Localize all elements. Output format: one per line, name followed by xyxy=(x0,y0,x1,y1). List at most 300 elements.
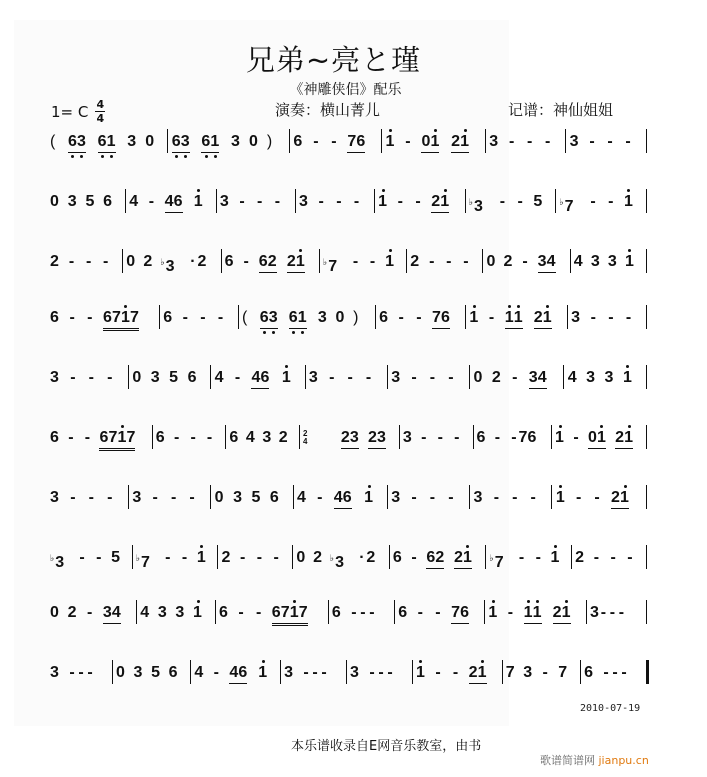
note-token: - xyxy=(429,369,436,386)
note-token: - xyxy=(317,489,323,506)
note-token: ♭3 xyxy=(160,257,175,275)
note-token: 6 xyxy=(331,604,341,621)
barline xyxy=(485,545,486,569)
note-token: 61 xyxy=(289,309,307,329)
footer-credit: 本乐谱收录自E网音乐教室，由书 xyxy=(291,739,482,754)
note-token: - xyxy=(448,369,454,386)
note-token: - xyxy=(96,549,102,566)
note-token: 4 xyxy=(140,604,150,621)
note-token: 6 xyxy=(476,429,486,446)
barline xyxy=(381,129,382,153)
note-token: 1 xyxy=(385,253,395,270)
barline xyxy=(551,485,552,509)
note-token: 34 xyxy=(529,369,547,389)
note-token: 01 xyxy=(588,429,606,449)
note-token: 1 xyxy=(624,193,633,210)
note-token: - xyxy=(240,549,246,566)
note-token: · 2 xyxy=(190,253,207,270)
note-token: 6717 xyxy=(99,429,135,451)
note-token: · 2 xyxy=(359,549,376,566)
note-token: - xyxy=(398,309,404,326)
note-token: 4 xyxy=(573,253,583,270)
barline xyxy=(406,249,407,273)
note-token: 3 xyxy=(284,664,293,681)
barline xyxy=(646,129,647,153)
performer-label: 演奏：横山菁儿 xyxy=(275,101,381,119)
date-label: 2010-07-19 xyxy=(580,703,641,714)
note-token: 6 xyxy=(392,549,402,566)
note-token: - xyxy=(589,133,595,150)
note-token: 3 xyxy=(157,604,167,621)
barline xyxy=(563,365,564,389)
note-token: 3 xyxy=(317,309,327,326)
note-token: 21 xyxy=(454,549,472,569)
barline xyxy=(375,305,376,329)
note-token: 3 xyxy=(308,369,318,386)
note-token: 4 xyxy=(214,369,224,386)
note-token: - xyxy=(107,369,113,386)
barline xyxy=(646,305,647,329)
note-token: 11 xyxy=(505,309,523,329)
note-token: - xyxy=(448,489,454,506)
barline xyxy=(190,660,191,684)
note-token: - xyxy=(526,133,533,150)
note-token: - - - xyxy=(303,664,327,681)
final-barline xyxy=(646,660,649,684)
barline xyxy=(125,189,126,213)
note-token: 2 xyxy=(50,253,59,270)
note-token: - xyxy=(181,549,188,566)
note-token: - xyxy=(79,549,85,566)
note-token: 2 xyxy=(278,429,288,446)
barline xyxy=(412,660,413,684)
barline xyxy=(387,365,388,389)
note-token: - xyxy=(273,549,279,566)
note-token: - xyxy=(200,309,206,326)
barline xyxy=(465,189,466,213)
note-token: 3 xyxy=(67,193,77,210)
barline xyxy=(122,249,123,273)
barline xyxy=(646,545,647,569)
note-token: 2 xyxy=(491,369,501,386)
note-token: - xyxy=(594,489,600,506)
note-token: 3 xyxy=(299,193,308,210)
barline xyxy=(374,189,375,213)
note-token: - xyxy=(499,193,506,210)
note-token: - xyxy=(102,253,109,270)
barline xyxy=(328,600,329,624)
time-sig-bottom: 4 xyxy=(96,112,105,125)
note-token: 3 xyxy=(50,369,59,386)
note-token: - xyxy=(336,193,342,210)
note-token: - xyxy=(435,664,441,681)
note-token: 1 xyxy=(193,604,202,621)
note-token: - xyxy=(494,429,501,446)
barline xyxy=(570,249,571,273)
note-token: - xyxy=(256,549,263,566)
barline xyxy=(484,600,485,624)
barline xyxy=(565,129,566,153)
barline xyxy=(555,189,556,213)
note-token: - xyxy=(625,309,632,326)
note-token: - xyxy=(507,604,514,621)
note-token: - xyxy=(429,253,435,270)
note-token: 62 xyxy=(259,253,277,273)
barline xyxy=(305,365,306,389)
note-token: - xyxy=(68,253,75,270)
barline xyxy=(465,305,466,329)
note-token: - xyxy=(313,133,319,150)
barline xyxy=(136,600,137,624)
note-token: 1 xyxy=(193,193,203,210)
note-token: 6717 xyxy=(272,604,308,626)
note-token: - - - xyxy=(351,604,375,621)
note-token: - xyxy=(87,604,93,621)
note-token: 3 xyxy=(230,133,240,150)
transcriber-label: 记谱：神仙姐姐 xyxy=(508,101,614,119)
note-token: 7 xyxy=(558,664,568,681)
note-token: - xyxy=(593,549,600,566)
barline xyxy=(280,660,281,684)
note-token: 0 xyxy=(248,133,258,150)
score-line xyxy=(50,123,670,163)
barline xyxy=(112,660,113,684)
note-token: 3 xyxy=(132,489,142,506)
note-token: 0 xyxy=(335,309,345,326)
note-token: ( xyxy=(242,309,248,326)
note-token: 6717 xyxy=(103,309,139,331)
note-token: - xyxy=(411,369,417,386)
barline xyxy=(469,485,470,509)
note-token: 1 xyxy=(364,489,374,506)
note-token: - xyxy=(625,133,631,150)
note-token: 46 xyxy=(334,489,352,509)
note-token: - xyxy=(488,309,495,326)
note-token: - xyxy=(437,429,443,446)
site-watermark xyxy=(540,752,649,768)
note-token: - xyxy=(213,664,219,681)
note-token: - xyxy=(234,369,241,386)
barline xyxy=(580,660,581,684)
note-token: - xyxy=(70,369,76,386)
barline xyxy=(167,129,168,153)
barline xyxy=(132,545,133,569)
note-token: 6 xyxy=(379,309,389,326)
note-token: 1 xyxy=(378,193,388,210)
note-token: 3 xyxy=(150,369,160,386)
note-token: - xyxy=(530,489,536,506)
barline xyxy=(128,485,129,509)
note-token: - xyxy=(173,429,180,446)
note-token: ♭3 xyxy=(468,197,483,215)
note-token: - xyxy=(416,309,422,326)
note-token: 2 4 xyxy=(302,428,308,446)
note-token: 0 xyxy=(473,369,483,386)
note-token: - xyxy=(627,549,633,566)
note-token: 34 xyxy=(103,604,121,624)
score-line xyxy=(50,243,670,283)
note-token: - 76 xyxy=(511,429,537,446)
barline xyxy=(225,425,226,449)
note-token: 5 xyxy=(111,549,121,566)
barline xyxy=(217,545,218,569)
note-token: ♭3 xyxy=(50,553,65,571)
note-token: 6 xyxy=(163,309,173,326)
note-token: 6 xyxy=(187,369,197,386)
note-token: - xyxy=(446,253,452,270)
barline xyxy=(387,485,388,509)
note-token: - xyxy=(411,489,417,506)
note-token: - xyxy=(535,549,541,566)
barline xyxy=(586,600,587,624)
note-token: - xyxy=(576,489,582,506)
note-token: 3 xyxy=(523,664,533,681)
song-title-text: 兄弟~亮と瑾 xyxy=(245,43,422,77)
note-token: - xyxy=(405,133,411,150)
note-token: 3 xyxy=(607,253,617,270)
note-token: - xyxy=(607,133,613,150)
note-token: - xyxy=(544,133,551,150)
note-token: - xyxy=(238,604,244,621)
note-token: 5 xyxy=(151,664,160,681)
note-token: 0 xyxy=(50,193,59,210)
note-token: 0 xyxy=(486,253,496,270)
note-token: 0 xyxy=(132,369,142,386)
note-token: - xyxy=(255,604,262,621)
note-token: 46 xyxy=(251,369,269,389)
note-token: - xyxy=(415,193,421,210)
note-token: - xyxy=(608,193,614,210)
note-token: 6 xyxy=(584,664,593,681)
barline xyxy=(292,545,293,569)
barline xyxy=(389,545,390,569)
note-token: - xyxy=(239,193,245,210)
note-token: 2 xyxy=(221,549,231,566)
barline xyxy=(215,600,216,624)
key-signature xyxy=(51,99,105,124)
time-sig-top: 4 xyxy=(96,98,105,111)
note-token: 3 xyxy=(391,489,401,506)
note-token: 5 xyxy=(85,193,95,210)
note-token: - xyxy=(590,309,596,326)
note-token: - xyxy=(517,193,523,210)
barline xyxy=(646,189,647,213)
barline xyxy=(646,365,647,389)
note-token: - xyxy=(347,369,353,386)
note-token: - xyxy=(518,549,525,566)
watermark-en: jianpu.cn xyxy=(598,754,649,767)
note-token: 1 xyxy=(385,133,395,150)
note-token: 3 xyxy=(133,664,143,681)
note-token: - xyxy=(397,193,403,210)
note-token: - xyxy=(512,489,518,506)
note-token: 3 xyxy=(175,604,185,621)
barline xyxy=(299,425,300,449)
song-title xyxy=(0,38,707,79)
note-token: 6 xyxy=(218,604,228,621)
barline xyxy=(221,249,222,273)
barline xyxy=(394,600,395,624)
note-token: ♭7 xyxy=(559,197,574,215)
note-token: 6 xyxy=(269,489,279,506)
note-token: - xyxy=(217,309,224,326)
note-token: - xyxy=(429,489,436,506)
note-token: 2 xyxy=(503,253,513,270)
barline xyxy=(295,189,296,213)
score-line xyxy=(50,479,670,519)
note-token: - xyxy=(454,429,460,446)
note-token: 61 xyxy=(201,133,219,153)
note-token: - xyxy=(107,489,113,506)
note-token: 1 xyxy=(550,549,560,566)
note-token: 3 xyxy=(604,369,614,386)
note-token: 4 xyxy=(245,429,255,446)
barline xyxy=(210,485,211,509)
barline xyxy=(473,425,474,449)
note-token: 5 xyxy=(169,369,179,386)
note-token: 1 xyxy=(555,489,565,506)
note-token: - xyxy=(365,369,372,386)
note-token: 2 xyxy=(575,549,585,566)
note-token: - xyxy=(512,369,518,386)
note-token: 0 xyxy=(50,604,59,621)
note-token: 3 xyxy=(262,429,272,446)
note-token: 3 xyxy=(50,664,59,681)
note-token: - xyxy=(608,309,614,326)
barline xyxy=(485,129,486,153)
note-token: 76 xyxy=(347,133,365,153)
note-token: - - - xyxy=(69,664,93,681)
note-token: - xyxy=(542,664,548,681)
score-line xyxy=(50,359,670,399)
note-token: 1 xyxy=(555,429,564,446)
note-token: 0 xyxy=(126,253,136,270)
note-token: - xyxy=(69,309,75,326)
note-token: - xyxy=(435,604,441,621)
note-token: - xyxy=(353,193,360,210)
note-token: 6 xyxy=(398,604,408,621)
note-token: - xyxy=(84,429,91,446)
note-token: 63 xyxy=(260,309,278,329)
note-token: 3 xyxy=(489,133,499,150)
note-token: 23 xyxy=(341,429,359,449)
note-token: - xyxy=(85,253,92,270)
barline xyxy=(567,305,568,329)
note-token: - - - xyxy=(603,664,627,681)
note-token: - xyxy=(152,489,158,506)
note-token: - xyxy=(590,193,596,210)
note-token: - xyxy=(165,549,171,566)
note-token: 21 xyxy=(469,664,487,684)
note-token: 3 xyxy=(350,664,359,681)
note-token: 63 xyxy=(172,133,190,153)
note-token: 6 xyxy=(168,664,178,681)
barline xyxy=(128,365,129,389)
note-token: 3 xyxy=(586,369,596,386)
score-line xyxy=(50,594,670,634)
note-token: 1 xyxy=(622,369,632,386)
note-token: 5 xyxy=(251,489,261,506)
song-subtitle xyxy=(0,79,707,99)
note-token: 01 xyxy=(421,133,439,153)
note-token: - xyxy=(369,253,376,270)
barline xyxy=(571,545,572,569)
note-token: - xyxy=(573,429,579,446)
note-token: 21 xyxy=(451,133,469,153)
key-label: 1= C xyxy=(51,102,89,121)
note-token: - xyxy=(417,604,423,621)
note-token: 3 xyxy=(127,133,137,150)
note-token: 6 xyxy=(50,309,59,326)
barline xyxy=(159,305,160,329)
note-token: 21 xyxy=(615,429,633,449)
note-token: 2 xyxy=(410,253,420,270)
note-token: - xyxy=(68,429,74,446)
note-token: 76 xyxy=(432,309,450,329)
barline xyxy=(238,305,239,329)
note-token: 5 xyxy=(533,193,543,210)
note-token: 0 xyxy=(145,133,155,150)
note-token: - xyxy=(463,253,469,270)
note-token: - xyxy=(148,193,155,210)
note-token: ♭7 xyxy=(135,553,150,571)
barline xyxy=(152,425,153,449)
note-token: 1 xyxy=(488,604,498,621)
note-token: - xyxy=(331,133,337,150)
note-token: - - - xyxy=(369,664,393,681)
barline xyxy=(210,365,211,389)
note-token: 3 xyxy=(233,489,242,506)
score-line xyxy=(50,419,670,459)
note-token: 61 xyxy=(98,133,116,153)
note-token: - xyxy=(206,429,213,446)
note-token: ) xyxy=(266,133,273,150)
note-token: 4 xyxy=(129,193,139,210)
note-token: 2 xyxy=(313,549,322,566)
note-token: 21 xyxy=(553,604,571,624)
note-token: 62 xyxy=(426,549,444,569)
note-token: 34 xyxy=(538,253,556,273)
note-token: 0 xyxy=(116,664,125,681)
note-token: 4 xyxy=(296,489,306,506)
note-token: 21 xyxy=(611,489,629,509)
note-token: 3 - - - xyxy=(589,604,625,621)
note-token: 76 xyxy=(451,604,469,624)
note-token: - xyxy=(189,489,195,506)
score-line xyxy=(50,654,670,694)
note-token: - xyxy=(243,253,249,270)
note-token: - xyxy=(274,193,281,210)
note-token: - xyxy=(170,489,177,506)
note-token: 3 xyxy=(391,369,401,386)
note-token: - xyxy=(452,664,459,681)
watermark-cn: 歌谱简谱网 xyxy=(540,754,595,767)
barline xyxy=(399,425,400,449)
barline xyxy=(319,249,320,273)
note-token: - xyxy=(493,489,500,506)
note-token: 3 xyxy=(219,193,229,210)
note-token: 7 xyxy=(505,664,515,681)
note-token: 4 xyxy=(567,369,577,386)
note-token: 63 xyxy=(68,133,86,153)
note-token: 46 xyxy=(165,193,183,213)
note-token: 23 xyxy=(368,429,386,449)
note-token: - xyxy=(329,369,335,386)
note-token: 6 xyxy=(229,429,239,446)
barline xyxy=(482,249,483,273)
note-token: 21 xyxy=(287,253,305,273)
note-token: 1 xyxy=(416,664,425,681)
